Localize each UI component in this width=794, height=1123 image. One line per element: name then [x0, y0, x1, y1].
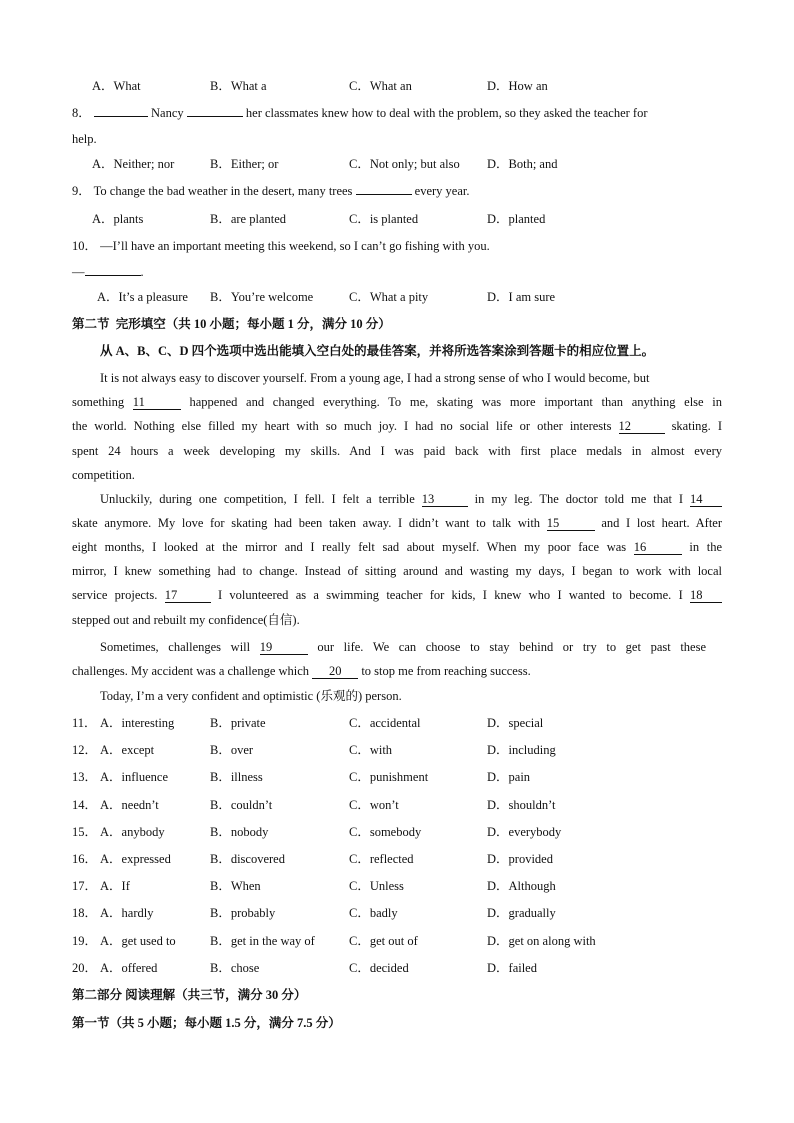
- passage-text: something: [72, 395, 125, 409]
- passage-p3-line2: [72, 663, 531, 679]
- passage-p4: Today, I’m a very confident and optimistic (乐观的) person.: [100, 689, 402, 703]
- cloze-option-b: B．couldn’t: [210, 797, 273, 812]
- cloze-option-number: 15．: [72, 824, 98, 839]
- cloze-blank-20: 20: [312, 665, 358, 679]
- cloze-option-d: D．failed: [487, 960, 537, 975]
- q9-option-a: A．plants: [92, 212, 144, 226]
- q9-blank: [356, 194, 412, 195]
- cloze-option-number: 16．: [72, 852, 98, 866]
- q8-option-b: B．Either; or: [210, 157, 279, 171]
- q10-reply: [72, 264, 144, 280]
- q7-option-d: D．How an: [487, 79, 548, 93]
- passage-text: happened and changed everything. To me, skating was more important than anything else in: [189, 395, 722, 409]
- cloze-option-a: A．hardly: [100, 906, 154, 921]
- passage-text: Unluckily, during one competition, I fell. I felt a terrible: [100, 492, 415, 506]
- cloze-option-number: 12．: [72, 743, 98, 758]
- cloze-option-b: B．over: [210, 743, 254, 758]
- part2-section1-heading: 第一节（共 5 小题；每小题 1.5 分，满分 7.5 分）: [72, 1016, 341, 1030]
- cloze-option-a: A．except: [100, 743, 155, 758]
- cloze-option-number: 13．: [72, 770, 98, 785]
- cloze-blank-14: 14: [690, 493, 722, 507]
- q9-text-1: To change the bad weather in the desert, many trees: [93, 184, 353, 198]
- passage-p1-line4: spent 24 hours a week developing my skills. And I was paid back with first place medals in almost every: [72, 444, 722, 458]
- cloze-option-d: D．everybody: [487, 824, 562, 839]
- passage-text: the world. Nothing else filled my heart with so much joy. I had no social life or other interests: [72, 419, 612, 433]
- section2-heading: [72, 316, 391, 332]
- passage-text: to stop me from reaching success.: [361, 664, 531, 678]
- q7-option-c: C．What an: [349, 79, 412, 93]
- passage-p2-line5: [72, 587, 722, 603]
- passage-p2-line1: [100, 491, 722, 507]
- q9-option-c: C．is planted: [349, 212, 419, 226]
- cloze-option-number: 18．: [72, 906, 98, 921]
- passage-text: skate anymore. My love for skating had been taken away. I didn’t want to talk with: [72, 516, 541, 530]
- cloze-option-a: A．needn’t: [100, 797, 159, 812]
- cloze-option-c: C．accidental: [349, 716, 421, 730]
- passage-text: skating. I: [671, 419, 722, 433]
- passage-text: our life. We can choose to stay behind or try to get past these: [317, 640, 707, 654]
- cloze-option-b: B．chose: [210, 960, 260, 975]
- q10-option-c: C．What a pity: [349, 290, 429, 304]
- q9-number: 9．: [72, 184, 91, 198]
- passage-text: in my leg. The doctor told me that I: [474, 492, 684, 506]
- passage-text: Sometimes, challenges will: [100, 640, 251, 654]
- cloze-option-a: A．offered: [100, 960, 158, 975]
- passage-p2-line2: [72, 515, 722, 531]
- passage-p1-line5: competition.: [72, 468, 135, 482]
- cloze-option-c: C．decided: [349, 960, 409, 975]
- cloze-option-number: 20．: [72, 960, 98, 975]
- cloze-option-d: D．gradually: [487, 906, 556, 921]
- passage-text: challenges. My accident was a challenge which: [72, 664, 310, 678]
- q10-reply-end: .: [140, 265, 144, 279]
- q9-option-b: B．are planted: [210, 212, 287, 226]
- cloze-option-number: 17．: [72, 879, 98, 894]
- cloze-option-a: A．If: [100, 879, 130, 894]
- passage-p2-line3: [72, 539, 722, 555]
- q10-option-b: B．You’re welcome: [210, 290, 314, 304]
- cloze-option-c: C．Unless: [349, 879, 404, 894]
- cloze-blank-17: 17: [165, 589, 211, 603]
- cloze-option-b: B．illness: [210, 770, 263, 785]
- q10-option-d: D．I am sure: [487, 290, 556, 304]
- q9-text-2: every year.: [414, 184, 470, 198]
- passage-text: eight months, I looked at the mirror and I really felt sad about myself. When my poor face was: [72, 540, 627, 554]
- cloze-option-d: D．shouldn’t: [487, 797, 556, 812]
- q8-text-2: her classmates knew how to deal with the problem, so they asked the teacher for: [245, 106, 648, 120]
- cloze-option-d: D．Although: [487, 879, 556, 894]
- cloze-option-b: B．nobody: [210, 824, 269, 839]
- passage-p1-line1: It is not always easy to discover yourself. From a young age, I had a strong sense of who I would become, but: [100, 371, 650, 385]
- part2-heading: 第二部分 阅读理解（共三节，满分 30 分）: [72, 988, 307, 1002]
- q10-option-a: A．It’s a pleasure: [97, 290, 188, 304]
- passage-text: I volunteered as a swimming teacher for kids, I knew who I wanted to become. I: [217, 588, 683, 602]
- section2-instruction: 从 A、B、C、D 四个选项中选出能填入空白处的最佳答案，并将所选答案涂到答题卡的相应位置上。: [100, 344, 655, 358]
- q8-option-a: A．Neither; nor: [92, 157, 175, 171]
- q8-option-d: D．Both; and: [487, 157, 558, 171]
- cloze-option-number: 19．: [72, 933, 98, 948]
- passage-text: and I lost heart. After: [601, 516, 723, 530]
- cloze-option-d: D．special: [487, 716, 544, 730]
- q10-text: —I’ll have an important meeting this weekend, so I can’t go fishing with you.: [100, 239, 490, 253]
- cloze-option-a: A．expressed: [100, 852, 171, 866]
- q8-stem: [72, 105, 648, 121]
- cloze-option-a: A．influence: [100, 770, 169, 785]
- cloze-option-a: A．anybody: [100, 824, 165, 839]
- cloze-option-c: C．reflected: [349, 852, 414, 866]
- q8-number: 8．: [72, 106, 91, 120]
- cloze-option-number: 11．: [72, 716, 97, 730]
- cloze-blank-19: 19: [260, 641, 308, 655]
- cloze-blank-16: 16: [634, 541, 682, 555]
- q10-number: 10．: [72, 239, 98, 253]
- cloze-option-c: C．punishment: [349, 770, 429, 785]
- cloze-option-c: C．get out of: [349, 933, 418, 948]
- section2-heading-b: 完形填空（共 10 小题；每小题 1 分，满分 10 分）: [115, 317, 391, 331]
- cloze-option-c: C．badly: [349, 906, 398, 921]
- cloze-option-a: A．get used to: [100, 933, 176, 948]
- cloze-blank-11: 11: [133, 396, 181, 410]
- passage-p3-line1: [100, 639, 706, 655]
- passage-p1-line3: [72, 418, 722, 434]
- passage-p2-line4: mirror, I knew something had to change. Instead of sitting around and wasting my days, I began to work with local: [72, 564, 722, 578]
- cloze-option-b: B．private: [210, 716, 266, 730]
- cloze-option-c: C．somebody: [349, 824, 422, 839]
- cloze-blank-12: 12: [619, 420, 665, 434]
- cloze-blank-15: 15: [547, 517, 595, 531]
- q8-stem-cont: help.: [72, 132, 97, 146]
- cloze-option-b: B．get in the way of: [210, 933, 315, 948]
- q10-reply-dash: —: [72, 265, 85, 279]
- cloze-blank-18: 18: [690, 589, 722, 603]
- passage-text: service projects.: [72, 588, 158, 602]
- cloze-option-c: C．won’t: [349, 797, 399, 812]
- q8-blank-2: [187, 116, 243, 117]
- cloze-option-d: D．pain: [487, 770, 531, 785]
- passage-text: in the: [689, 540, 723, 554]
- cloze-option-a: A．interesting: [100, 716, 175, 730]
- cloze-option-d: D．provided: [487, 852, 553, 866]
- q7-option-a: A．What: [92, 79, 141, 93]
- q8-blank-1: [94, 116, 148, 117]
- q8-option-c: C．Not only; but also: [349, 157, 460, 171]
- cloze-option-d: D．get on along with: [487, 933, 596, 948]
- q9-stem: [72, 183, 470, 199]
- q7-option-b: B．What a: [210, 79, 267, 93]
- q8-text-1: Nancy: [151, 106, 184, 120]
- cloze-option-b: B．When: [210, 879, 261, 894]
- cloze-option-c: C．with: [349, 743, 393, 758]
- cloze-option-d: D．including: [487, 743, 556, 758]
- section2-heading-a: 第二节: [72, 317, 110, 331]
- q10-stem: [72, 238, 490, 254]
- cloze-option-b: B．probably: [210, 906, 276, 921]
- passage-p2-line6: stepped out and rebuilt my confidence(自信).: [72, 613, 300, 627]
- cloze-option-b: B．discovered: [210, 852, 285, 866]
- q9-option-d: D．planted: [487, 212, 546, 226]
- q10-blank: [85, 275, 141, 276]
- cloze-option-number: 14．: [72, 797, 98, 812]
- passage-p1-line2: [72, 394, 722, 410]
- cloze-blank-13: 13: [422, 493, 468, 507]
